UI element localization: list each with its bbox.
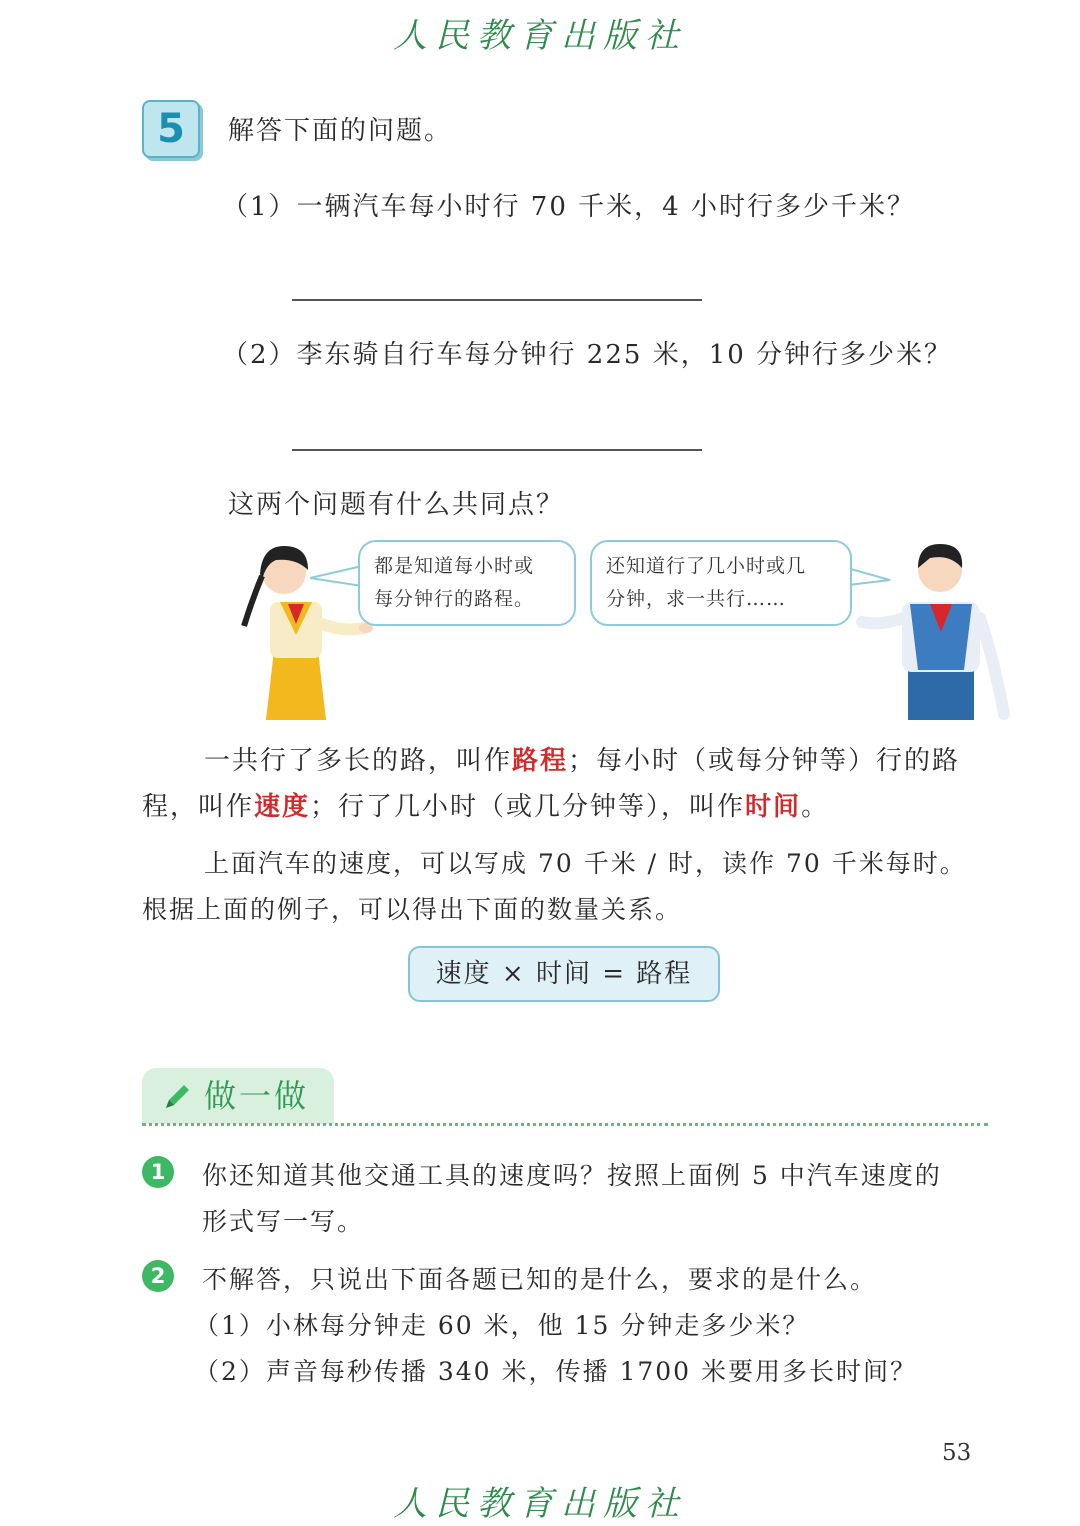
pencil-icon: [160, 1080, 194, 1114]
practice-item-2-line-1: 不解答，只说出下面各题已知的是什么，要求的是什么。: [202, 1265, 878, 1294]
definition-text: 。: [801, 792, 830, 822]
definition-text: 程，叫作: [142, 792, 255, 822]
term-speed: 速度: [254, 792, 311, 822]
definition-text: ；行了几小时（或几分钟等），叫作: [310, 792, 746, 822]
example-number-badge: 5: [142, 100, 200, 158]
term-distance: 路程: [512, 746, 569, 776]
question-2: （2）李东骑自行车每分钟行 225 米，10 分钟行多少米？: [222, 340, 953, 370]
definition-text: ；每小时（或每分钟等）行的路: [568, 746, 961, 776]
relation-intro: 根据上面的例子，可以得出下面的数量关系。: [142, 895, 683, 924]
practice-item-2-question-2: （2）声音每秒传播 340 米，传播 1700 米要用多长时间？: [194, 1357, 918, 1386]
example-instruction: 解答下面的问题。: [228, 116, 453, 146]
answer-line-2: [292, 449, 702, 451]
practice-item-2-number: 2: [142, 1260, 174, 1292]
practice-item-1-number: 1: [142, 1156, 174, 1188]
practice-divider: [142, 1123, 988, 1126]
definition-line-2: [142, 786, 829, 823]
speed-notation-paragraph: 上面汽车的速度，可以写成 70 千米 / 时，读作 70 千米每时。: [204, 849, 967, 878]
practice-tab: [142, 1068, 334, 1124]
formula-box: 速度 × 时间 = 路程: [408, 946, 720, 1002]
answer-line-1: [292, 299, 702, 301]
girl-bubble-line-2: 每分钟行的路程。: [374, 588, 535, 610]
question-1: （1）一辆汽车每小时行 70 千米，4 小时行多少千米？: [222, 192, 915, 222]
practice-item-1-line-1: 你还知道其他交通工具的速度吗？按照上面例 5 中汽车速度的: [202, 1161, 942, 1190]
boy-bubble-line-2: 分钟，求一共行……: [606, 588, 787, 610]
boy-speech-bubble: [590, 540, 852, 626]
common-point-question: 这两个问题有什么共同点？: [228, 490, 565, 520]
definition-line-1: [204, 740, 960, 777]
page-number: 53: [942, 1440, 972, 1466]
term-time: 时间: [745, 792, 802, 822]
definition-text: 一共行了多长的路，叫作: [204, 746, 513, 776]
girl-speech-bubble: [358, 540, 576, 626]
publisher-logo-top: 人民教育出版社: [393, 16, 687, 56]
girl-bubble-line-1: 都是知道每小时或: [374, 555, 535, 577]
practice-tab-label: 做一做: [204, 1077, 310, 1115]
practice-item-1-line-2: 形式写一写。: [202, 1207, 365, 1236]
boy-bubble-line-1: 还知道行了几小时或几: [606, 555, 807, 577]
publisher-logo-bottom: 人民教育出版社: [393, 1484, 687, 1524]
practice-item-2-question-1: （1）小林每分钟走 60 米，他 15 分钟走多少米？: [194, 1311, 810, 1340]
